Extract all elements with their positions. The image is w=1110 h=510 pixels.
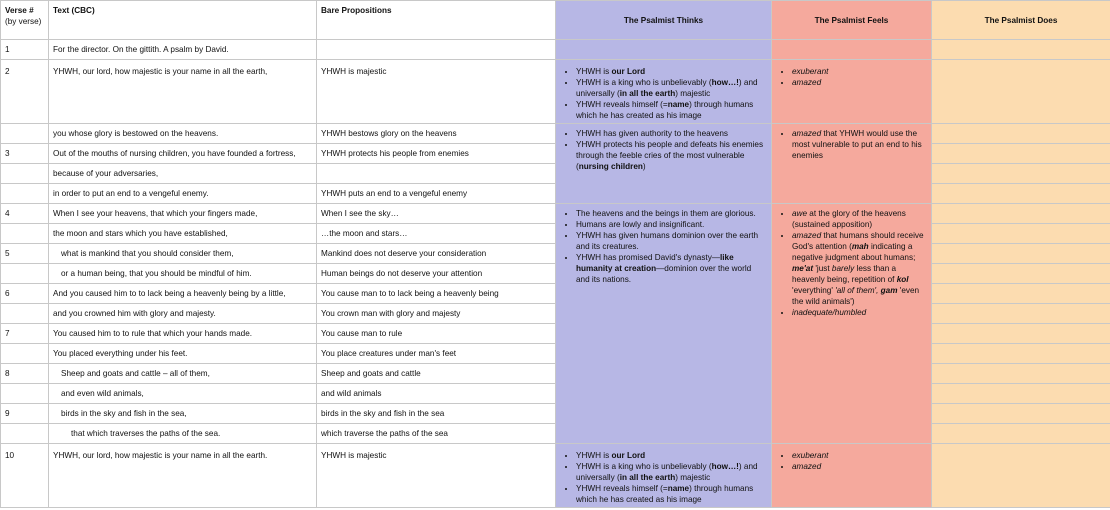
verse-text: When I see your heavens, that which your fingers made, bbox=[49, 204, 317, 224]
table-row bbox=[1, 424, 1110, 444]
verse-number bbox=[1, 344, 49, 364]
verse-text: Sheep and goats and cattle – all of them, bbox=[49, 364, 317, 384]
table-row bbox=[1, 164, 1110, 184]
table-row bbox=[1, 324, 1110, 344]
verse-number bbox=[1, 424, 49, 444]
does-cell bbox=[932, 144, 1110, 164]
header-verse: Verse # (by verse) bbox=[1, 1, 49, 40]
bare-proposition: Human beings do not deserve your attention bbox=[317, 264, 556, 284]
bare-proposition: YHWH puts an end to a vengeful enemy bbox=[317, 184, 556, 204]
verse-text: And you caused him to to lack being a heavenly being by a little, bbox=[49, 284, 317, 304]
verse-text: birds in the sky and fish in the sea, bbox=[49, 404, 317, 424]
feels-group-4 bbox=[772, 444, 932, 508]
does-cell bbox=[932, 164, 1110, 184]
verse-text: and even wild animals, bbox=[49, 384, 317, 404]
bare-proposition: YHWH is majestic bbox=[317, 444, 556, 508]
table-row bbox=[1, 144, 1110, 164]
table-row bbox=[1, 60, 1110, 124]
table-row bbox=[1, 264, 1110, 284]
bare-proposition bbox=[317, 40, 556, 60]
thinks-group-3 bbox=[556, 204, 772, 444]
verse-text: because of your adversaries, bbox=[49, 164, 317, 184]
feels-group-3 bbox=[772, 204, 932, 444]
verse-number: 9 bbox=[1, 404, 49, 424]
table-row bbox=[1, 204, 1110, 224]
does-cell bbox=[932, 404, 1110, 424]
feels-item: • inadequate/humbled bbox=[792, 307, 927, 318]
bare-proposition: …the moon and stars… bbox=[317, 224, 556, 244]
verse-number bbox=[1, 264, 49, 284]
verse-number: 2 bbox=[1, 60, 49, 124]
header-bare: Bare Propositions bbox=[317, 1, 556, 40]
header-feels: The Psalmist Feels bbox=[772, 1, 932, 40]
does-cell bbox=[932, 244, 1110, 264]
verse-text: You placed everything under his feet. bbox=[49, 344, 317, 364]
bare-proposition: YHWH bestows glory on the heavens bbox=[317, 124, 556, 144]
verse-number: 10 bbox=[1, 444, 49, 508]
does-cell bbox=[932, 224, 1110, 244]
feels-item: • awe at the glory of the heavens (sustained apposition) bbox=[792, 208, 927, 230]
thinks-item: • YHWH has given humans dominion over the earth and its creatures. bbox=[576, 230, 767, 252]
table-row bbox=[1, 284, 1110, 304]
feels-item: • amazed bbox=[792, 461, 927, 472]
feels-item: • exuberant bbox=[792, 66, 927, 77]
verse-number: 4 bbox=[1, 204, 49, 224]
verse-text: YHWH, our lord, how majestic is your name in all the earth. bbox=[49, 444, 317, 508]
thinks-item: • YHWH protects his people and defeats his enemies through the feeble cries of the most vulnerable (nursing children) bbox=[576, 139, 767, 172]
bare-proposition: Sheep and goats and cattle bbox=[317, 364, 556, 384]
does-cell bbox=[932, 424, 1110, 444]
does-cell bbox=[932, 444, 1110, 508]
does-cell bbox=[932, 384, 1110, 404]
does-cell bbox=[932, 304, 1110, 324]
table-row bbox=[1, 124, 1110, 144]
feels-item: • exuberant bbox=[792, 450, 927, 461]
bare-proposition: and wild animals bbox=[317, 384, 556, 404]
table-row bbox=[1, 304, 1110, 324]
thinks-item: • Humans are lowly and insignificant. bbox=[576, 219, 767, 230]
table-row bbox=[1, 404, 1110, 424]
bare-proposition: which traverse the paths of the sea bbox=[317, 424, 556, 444]
thinks-item: • YHWH is a king who is unbelievably (how…!) and universally (in all the earth) majestic bbox=[576, 461, 767, 483]
bare-proposition: You place creatures under man's feet bbox=[317, 344, 556, 364]
does-cell bbox=[932, 364, 1110, 384]
verse-text: and you crowned him with glory and majesty. bbox=[49, 304, 317, 324]
bare-proposition: YHWH is majestic bbox=[317, 60, 556, 124]
thinks-group-4 bbox=[556, 444, 772, 508]
thinks-item: • YHWH reveals himself (=name) through humans which he has created as his image bbox=[576, 483, 767, 505]
bare-proposition: When I see the sky… bbox=[317, 204, 556, 224]
thinks-item: • YHWH reveals himself (=name) through humans which he has created as his image bbox=[576, 99, 767, 121]
verse-number: 5 bbox=[1, 244, 49, 264]
bare-proposition: You cause man to rule bbox=[317, 324, 556, 344]
bare-proposition: YHWH protects his people from enemies bbox=[317, 144, 556, 164]
header-does: The Psalmist Does bbox=[932, 1, 1110, 40]
does-cell bbox=[932, 184, 1110, 204]
verse-number: 1 bbox=[1, 40, 49, 60]
verse-text: the moon and stars which you have established, bbox=[49, 224, 317, 244]
thinks-item: • YHWH has promised David's dynasty—like humanity at creation—dominion over the world and its nations. bbox=[576, 252, 767, 285]
verse-number: 6 bbox=[1, 284, 49, 304]
verse-text: Out of the mouths of nursing children, you have founded a fortress, bbox=[49, 144, 317, 164]
table-row bbox=[1, 364, 1110, 384]
verse-number: 8 bbox=[1, 364, 49, 384]
bare-proposition: birds in the sky and fish in the sea bbox=[317, 404, 556, 424]
verse-text: or a human being, that you should be mindful of him. bbox=[49, 264, 317, 284]
verse-number bbox=[1, 164, 49, 184]
thinks-item: • The heavens and the beings in them are glorious. bbox=[576, 208, 767, 219]
thinks-item: • YHWH is our Lord bbox=[576, 66, 767, 77]
table-row bbox=[1, 184, 1110, 204]
does-cell bbox=[932, 40, 1110, 60]
verse-text: what is mankind that you should consider them, bbox=[49, 244, 317, 264]
table-row bbox=[1, 224, 1110, 244]
verse-number bbox=[1, 184, 49, 204]
thinks-group-2 bbox=[556, 124, 772, 204]
does-cell bbox=[932, 344, 1110, 364]
bare-proposition: You crown man with glory and majesty bbox=[317, 304, 556, 324]
thinks-group-1 bbox=[556, 60, 772, 124]
does-cell bbox=[932, 284, 1110, 304]
feels-item: • amazed that YHWH would use the most vulnerable to put an end to his enemies bbox=[792, 128, 927, 161]
verse-number bbox=[1, 304, 49, 324]
thinks-item: • YHWH is our Lord bbox=[576, 450, 767, 461]
does-cell bbox=[932, 324, 1110, 344]
feels-item: • amazed bbox=[792, 77, 927, 88]
header-row bbox=[1, 1, 1110, 40]
does-cell bbox=[932, 124, 1110, 144]
verse-number bbox=[1, 384, 49, 404]
feels-group-1 bbox=[772, 60, 932, 124]
table-row bbox=[1, 384, 1110, 404]
table-row bbox=[1, 40, 1110, 60]
thinks-item: • YHWH has given authority to the heavens bbox=[576, 128, 767, 139]
thinks-item: • YHWH is a king who is unbelievably (how…!) and universally (in all the earth) majestic bbox=[576, 77, 767, 99]
header-thinks: The Psalmist Thinks bbox=[556, 1, 772, 40]
verse-text: For the director. On the gittith. A psalm by David. bbox=[49, 40, 317, 60]
header-text: Text (CBC) bbox=[49, 1, 317, 40]
verse-number: 7 bbox=[1, 324, 49, 344]
bare-proposition bbox=[317, 164, 556, 184]
bare-proposition: Mankind does not deserve your consideration bbox=[317, 244, 556, 264]
table-row bbox=[1, 344, 1110, 364]
verse-text: in order to put an end to a vengeful enemy. bbox=[49, 184, 317, 204]
verse-text: that which traverses the paths of the sea. bbox=[49, 424, 317, 444]
verse-number: 3 bbox=[1, 144, 49, 164]
table-row bbox=[1, 244, 1110, 264]
does-cell bbox=[932, 60, 1110, 124]
verse-number bbox=[1, 124, 49, 144]
verse-number bbox=[1, 224, 49, 244]
feels-group-2 bbox=[772, 124, 932, 204]
verse-text: you whose glory is bestowed on the heavens. bbox=[49, 124, 317, 144]
table-row bbox=[1, 444, 1110, 508]
verse-text: You caused him to to rule that which your hands made. bbox=[49, 324, 317, 344]
bare-proposition: You cause man to to lack being a heavenly being bbox=[317, 284, 556, 304]
verse-text: YHWH, our lord, how majestic is your name in all the earth, bbox=[49, 60, 317, 124]
feels-item: • amazed that humans should receive God's attention (mah indicating a negative judgment about humans; me'at 'just barely less than a heavenly being, repetition of kol 'everything' 'all of them', gam 'even the wild animals') bbox=[792, 230, 927, 307]
does-cell bbox=[932, 204, 1110, 224]
does-cell bbox=[932, 264, 1110, 284]
